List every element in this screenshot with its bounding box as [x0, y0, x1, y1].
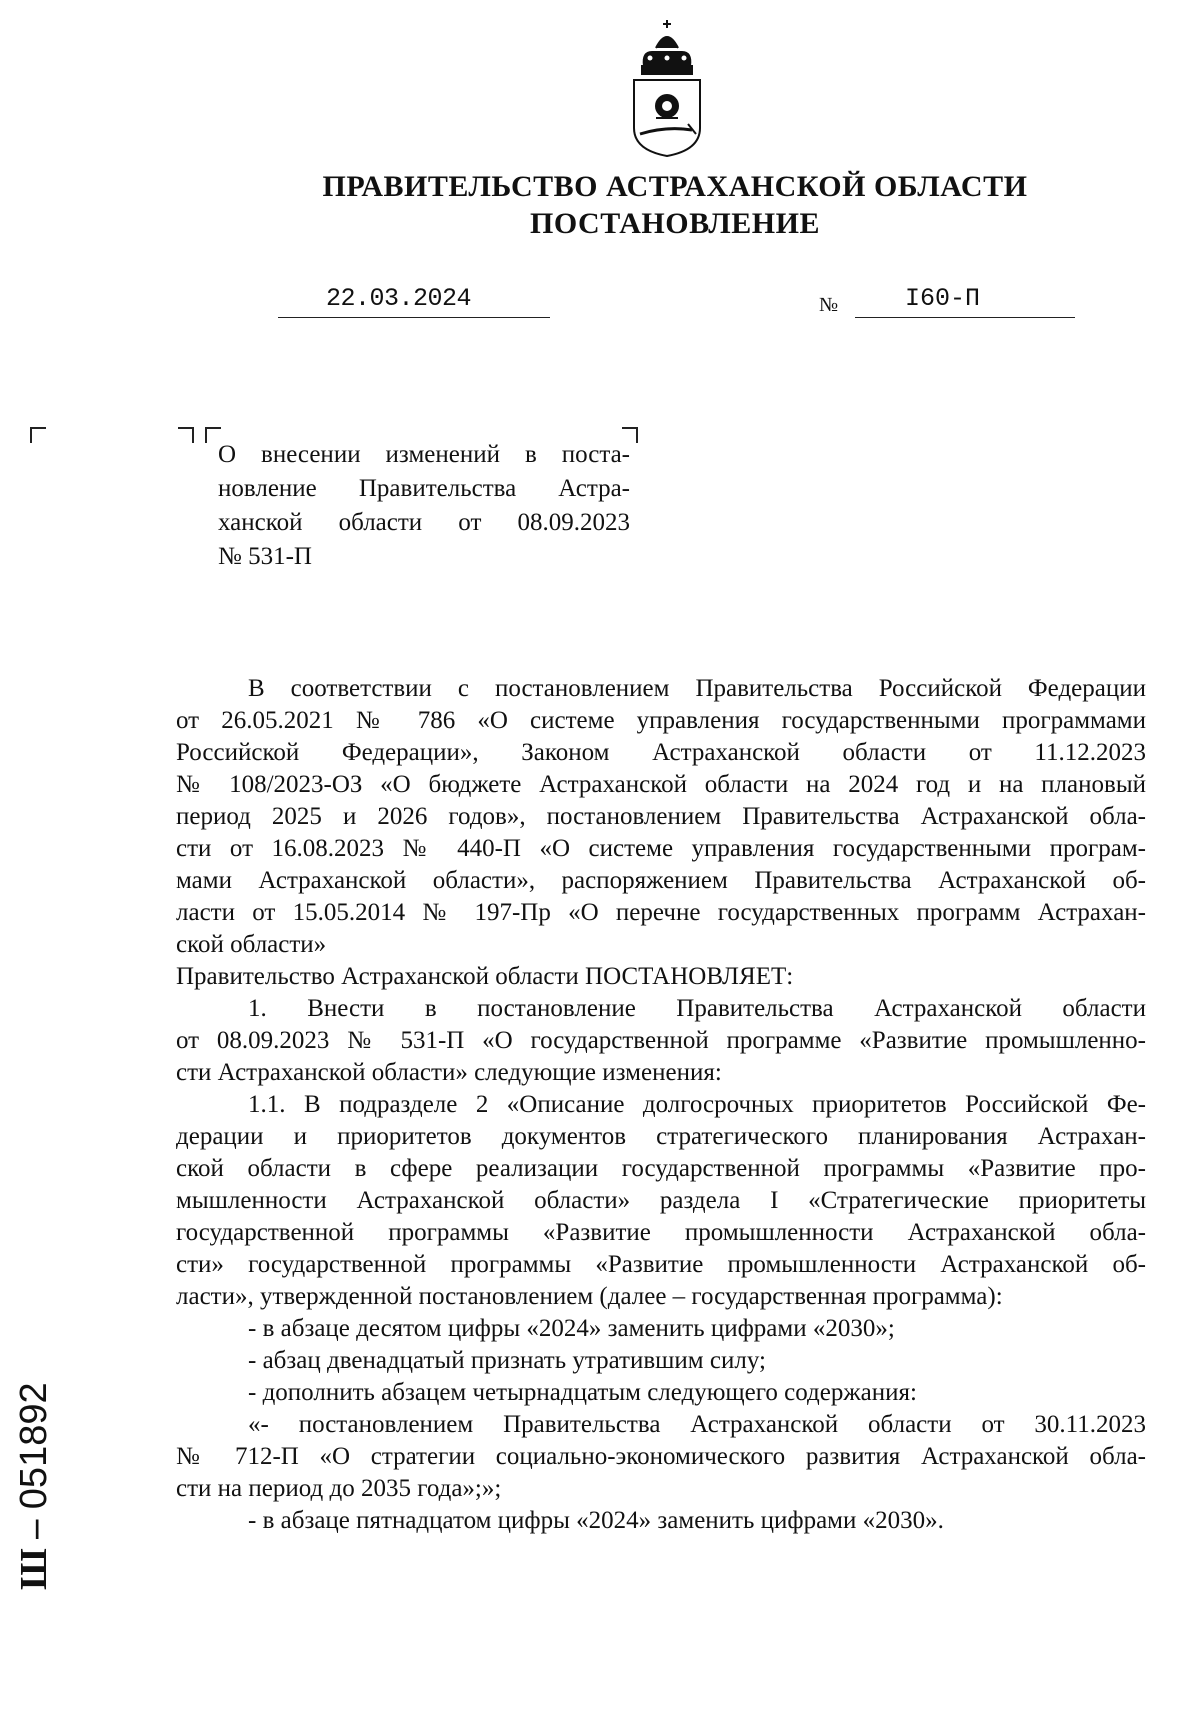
body-line: ласти», утвержденной постановлением (далее – государственная программа): — [176, 1283, 1003, 1310]
form-series: Ш – — [13, 1519, 55, 1590]
body-line: сти от 16.08.2023 № 440-П «О системе управления государственными програм- — [176, 835, 1146, 862]
body-line: сти на период до 2035 года»;»; — [176, 1475, 502, 1502]
subject-line: новление Правительства Астра- — [218, 475, 630, 502]
document-type: ПОСТАНОВЛЕНИЕ — [530, 207, 820, 240]
document-date: 22.03.2024 — [326, 284, 472, 313]
body-line: «- постановлением Правительства Астраханской области от 30.11.2023 — [248, 1411, 1146, 1438]
form-serial-number — [12, 1310, 62, 1590]
body-line: В соответствии с постановлением Правительства Российской Федерации — [248, 675, 1146, 702]
margin-corner-mark — [30, 427, 46, 443]
subject-line: № 531-П — [218, 543, 312, 570]
body-line: от 08.09.2023 № 531-П «О государственной программе «Развитие промышленно- — [176, 1027, 1146, 1054]
body-line: Российской Федерации», Законом Астраханской области от 11.12.2023 — [176, 739, 1146, 766]
body-line: период 2025 и 2026 годов», постановлением Правительства Астраханской обла- — [176, 803, 1146, 830]
body-line: ской области» — [176, 931, 327, 958]
body-line: № 108/2023-ОЗ «О бюджете Астраханской области на 2024 год и на плановый — [176, 771, 1146, 798]
body-line: № 712-П «О стратегии социально-экономического развития Астраханской обла- — [176, 1443, 1146, 1470]
body-line: сти Астраханской области» следующие изменения: — [176, 1059, 722, 1086]
body-line: - в абзаце пятнадцатом цифры «2024» заменить цифрами «2030». — [248, 1507, 944, 1534]
document-number: I60-П — [905, 284, 981, 313]
document-body — [176, 673, 1146, 1537]
date-field — [278, 284, 550, 318]
body-line: ской области в сфере реализации государственной программы «Развитие про- — [176, 1155, 1146, 1182]
body-line: Правительство Астраханской области ПОСТАНОВЛЯЕТ: — [176, 963, 794, 990]
subject-line: О внесении изменений в поста- — [218, 441, 630, 468]
body-line: 1.1. В подразделе 2 «Описание долгосрочных приоритетов Российской Фе- — [248, 1091, 1146, 1118]
number-sign: № — [819, 294, 839, 316]
body-line: мами Астраханской области», распоряжением Правительства Астраханской об- — [176, 867, 1146, 894]
government-title: ПРАВИТЕЛЬСТВО АСТРАХАНСКОЙ ОБЛАСТИ — [322, 170, 1028, 203]
body-line: - абзац двенадцатый признать утратившим силу; — [248, 1347, 766, 1374]
coat-of-arms-icon — [626, 18, 708, 160]
body-line: мышленности Астраханской области» раздела I «Стратегические приоритеты — [176, 1187, 1146, 1214]
form-number: 051892 — [13, 1382, 55, 1510]
body-line: - в абзаце десятом цифры «2024» заменить цифрами «2030»; — [248, 1315, 895, 1342]
body-line: - дополнить абзацем четырнадцатым следующего содержания: — [248, 1379, 917, 1406]
body-line: сти» государственной программы «Развитие промышленности Астраханской об- — [176, 1251, 1146, 1278]
body-line: государственной программы «Развитие промышленности Астраханской обла- — [176, 1219, 1146, 1246]
body-line: ласти от 15.05.2014 № 197-Пр «О перечне государственных программ Астрахан- — [176, 899, 1146, 926]
margin-corner-mark — [178, 427, 194, 443]
document-subject — [218, 438, 630, 574]
subject-line: ханской области от 08.09.2023 — [218, 509, 630, 536]
body-line: от 26.05.2021 № 786 «О системе управления государственными программами — [176, 707, 1146, 734]
body-line: 1. Внести в постановление Правительства Астраханской области — [248, 995, 1146, 1022]
body-line: дерации и приоритетов документов стратегического планирования Астрахан- — [176, 1123, 1146, 1150]
number-field — [855, 284, 1075, 318]
